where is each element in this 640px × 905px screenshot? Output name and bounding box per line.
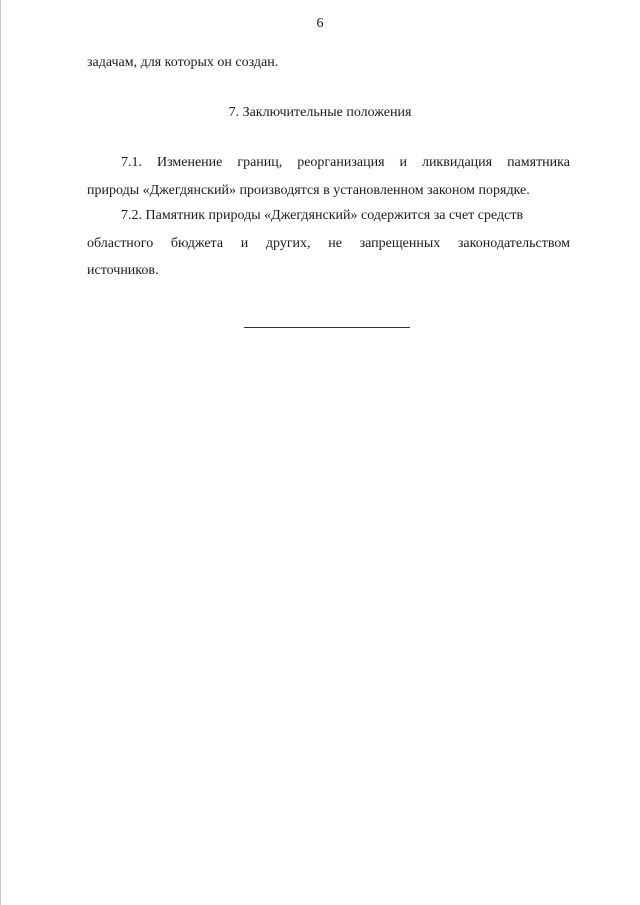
word: не xyxy=(328,236,342,251)
word: и xyxy=(399,155,407,170)
word: границ, xyxy=(237,155,283,170)
continuation-line: задачам, для которых он создан. xyxy=(87,55,279,70)
section-heading: 7. Заключительные положения xyxy=(228,105,412,120)
clause-7-1-line-2: природы «Джегдянский» производятся в установленном законом порядке. xyxy=(87,183,530,198)
word: реорганизация xyxy=(297,155,385,170)
end-divider-line xyxy=(244,327,410,328)
word: бюджета xyxy=(170,236,224,251)
word: 7.1. xyxy=(121,155,142,170)
word: ликвидация xyxy=(421,155,493,170)
word: Изменение xyxy=(156,155,223,170)
clause-7-2-line-2 xyxy=(87,236,570,252)
clause-7-2-line-3: источников. xyxy=(87,263,159,278)
word: запрещенных xyxy=(359,236,441,251)
clause-7-1-line-1 xyxy=(87,155,570,171)
page-number: 6 xyxy=(316,16,324,31)
word: областного xyxy=(87,236,154,251)
scan-edge-line xyxy=(0,0,1,905)
word: законодательством xyxy=(457,236,570,251)
word: других, xyxy=(265,236,311,251)
clause-7-2-line-1: 7.2. Памятник природы «Джегдянский» содержится за счет средств xyxy=(121,208,524,223)
word: памятника xyxy=(507,155,570,170)
word: и xyxy=(240,236,249,251)
